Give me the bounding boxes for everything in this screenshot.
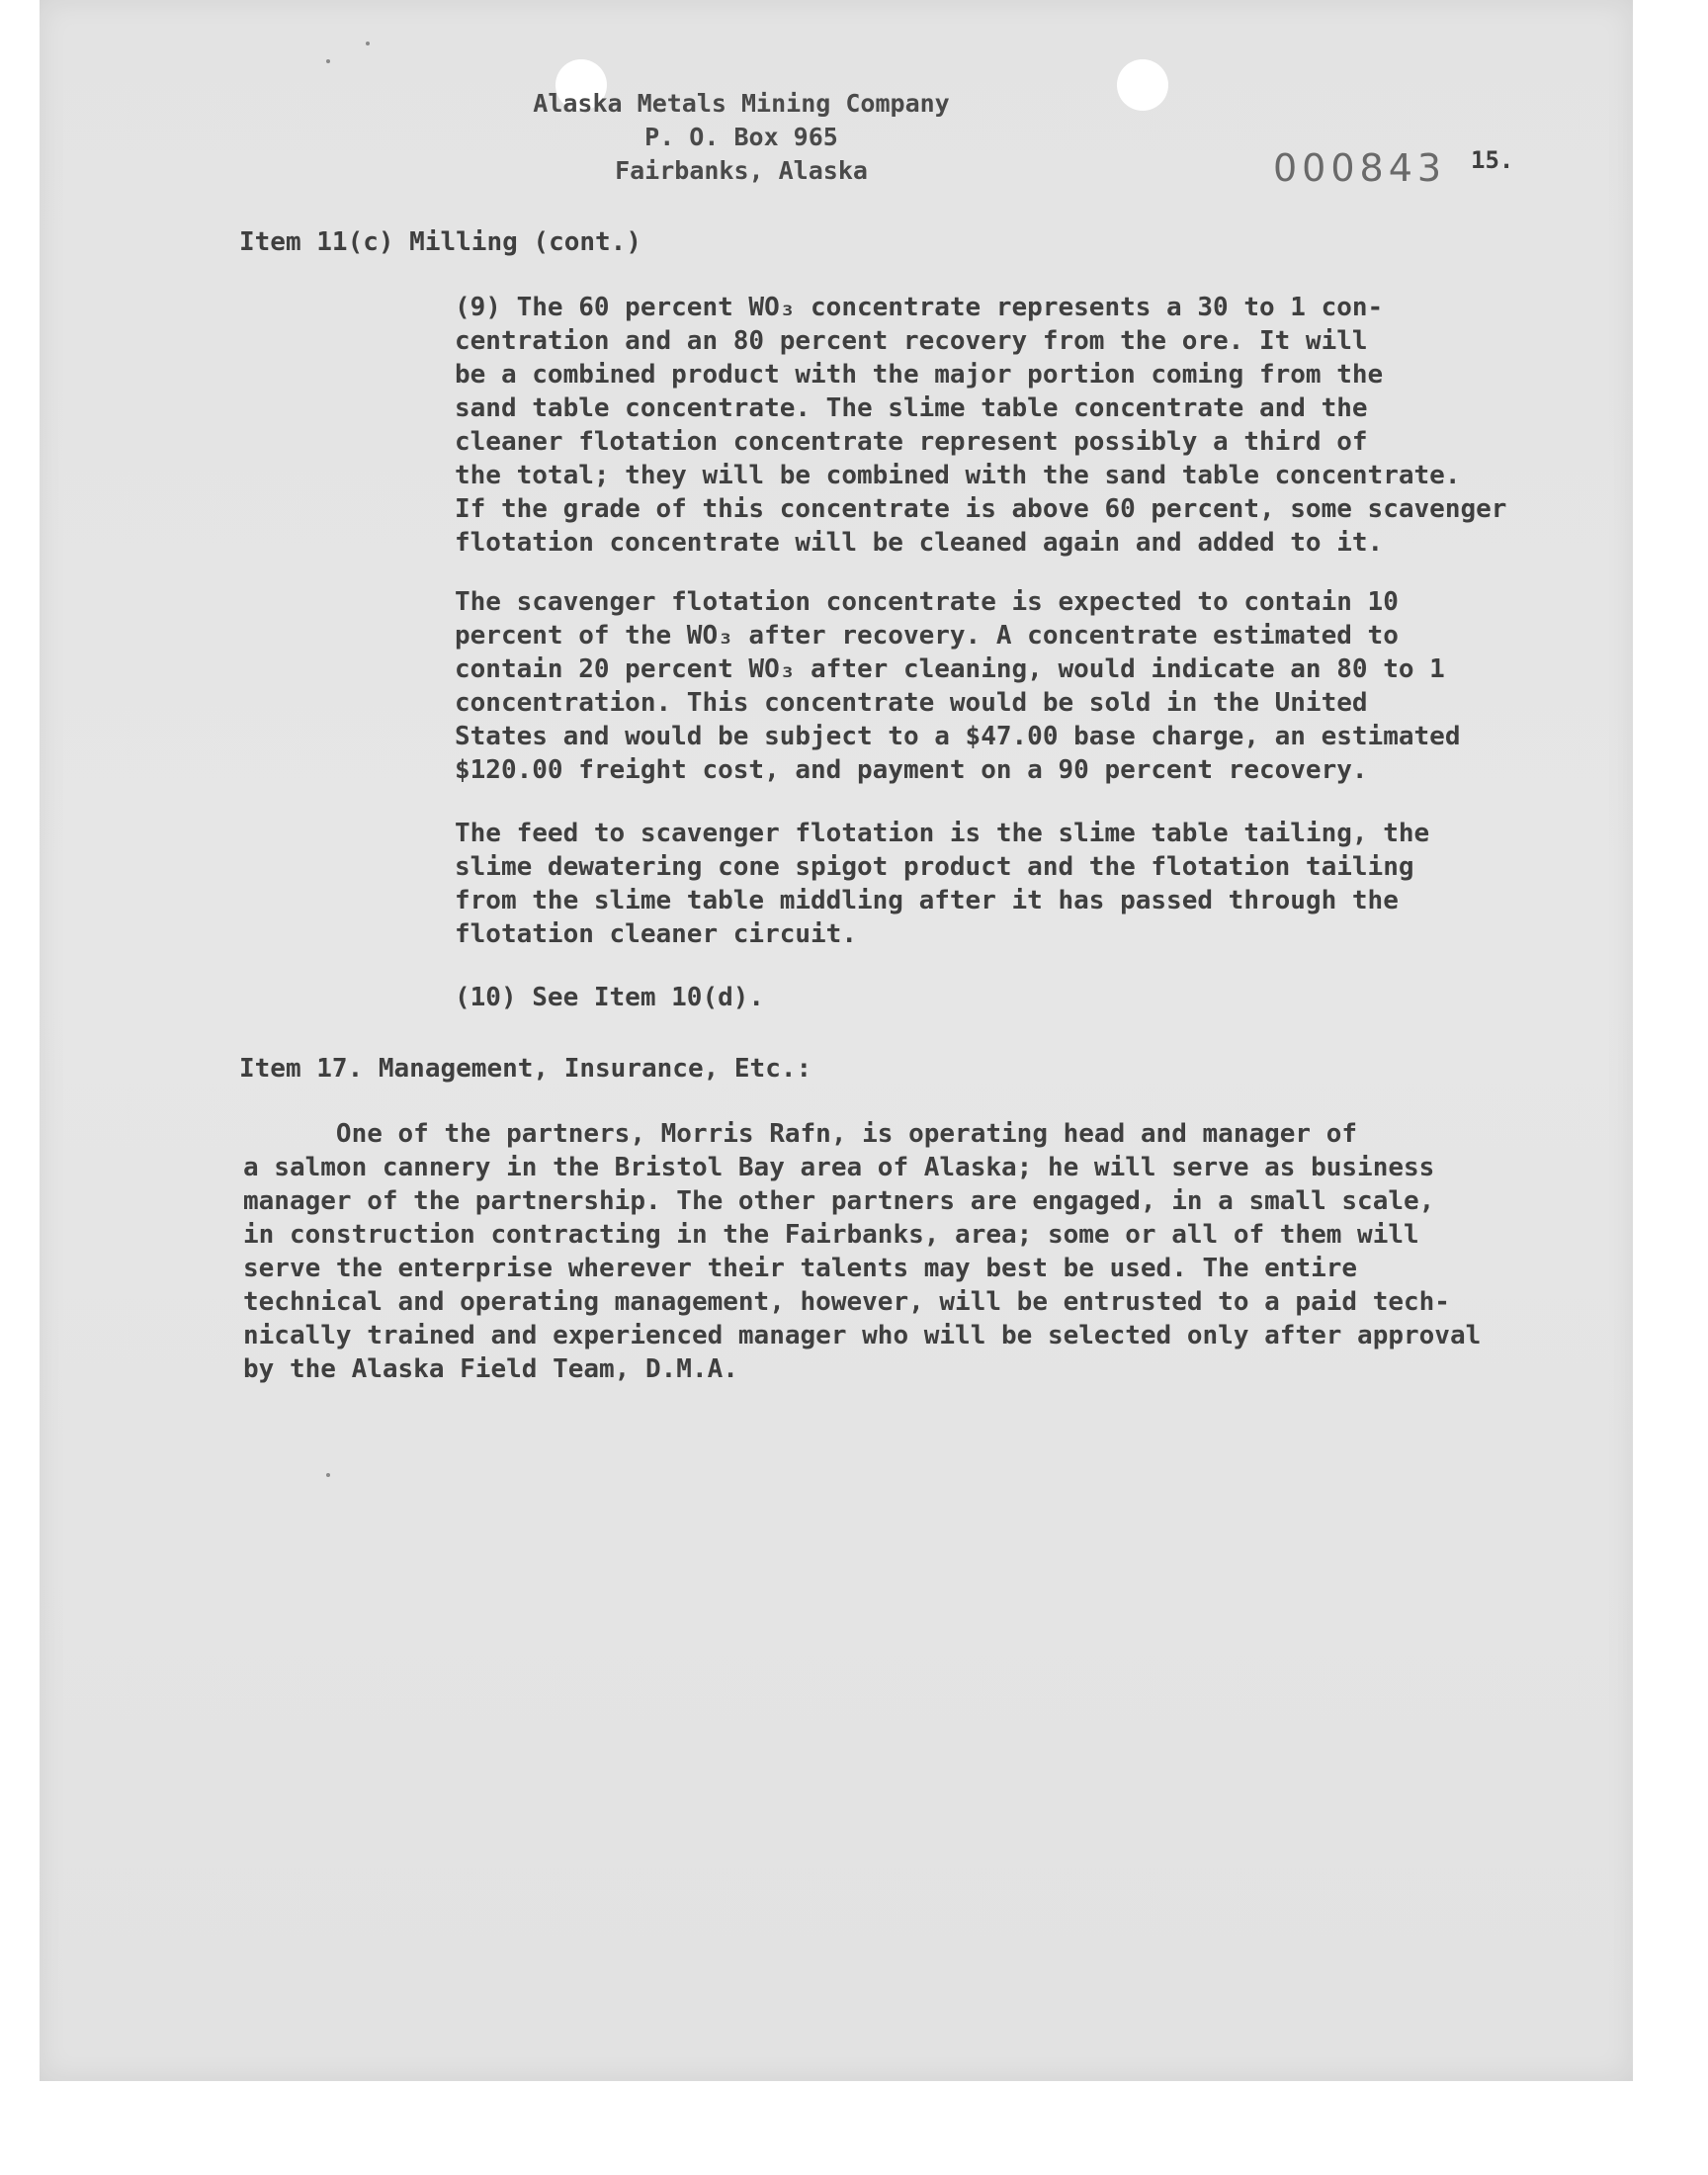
company-name: Alaska Metals Mining Company (533, 89, 950, 118)
text-line: manager of the partnership. The other partners are engaged, in a small scale, (243, 1186, 1435, 1216)
paragraph-scavenger (455, 585, 1460, 787)
text-line: from the slime table middling after it has passed through the (455, 886, 1399, 915)
text-line: nically trained and experienced manager who will be selected only after approval (243, 1321, 1482, 1350)
text-line: contain 20 percent WO₃ after cleaning, would indicate an 80 to 1 (455, 654, 1445, 684)
document-number-stamp: 000843 (1273, 146, 1447, 190)
text-line: a salmon cannery in the Bristol Bay area of Alaska; he will serve as business (243, 1153, 1435, 1182)
text-line: technical and operating management, however, will be entrusted to a paid tech- (243, 1287, 1450, 1317)
text-line: serve the enterprise wherever their talents may best be used. The entire (243, 1254, 1358, 1283)
text-line: flotation cleaner circuit. (455, 919, 857, 949)
text-line: concentration. This concentrate would be sold in the United (455, 688, 1368, 718)
paragraph-9 (455, 291, 1506, 560)
text-line: flotation concentrate will be cleaned again and added to it. (455, 528, 1384, 558)
punch-hole-right (1117, 59, 1168, 111)
text-line: The scavenger flotation concentrate is expected to contain 10 (455, 587, 1399, 617)
company-address: P. O. Box 965 (644, 123, 838, 151)
text-line: percent of the WO₃ after recovery. A concentrate estimated to (455, 621, 1399, 651)
text-line: centration and an 80 percent recovery from the ore. It will (455, 326, 1368, 356)
text-line: slime dewatering cone spigot product and the flotation tailing (455, 852, 1414, 882)
heading-item-11c: Item 11(c) Milling (cont.) (239, 227, 641, 257)
text-line: States and would be subject to a $47.00 base charge, an estimated (455, 722, 1461, 751)
letterhead (494, 87, 988, 188)
paper-speck (326, 1473, 330, 1477)
page-number: 15. (1471, 146, 1514, 174)
text-line: in construction contracting in the Fairbanks, area; some or all of them will (243, 1220, 1419, 1250)
text-line: One of the partners, Morris Rafn, is operating head and manager of (243, 1119, 1358, 1149)
text-line: sand table concentrate. The slime table concentrate and the (455, 393, 1368, 423)
paragraph-management (243, 1117, 1481, 1386)
text-line: by the Alaska Field Team, D.M.A. (243, 1354, 738, 1384)
paper-speck (326, 59, 330, 63)
text-line: If the grade of this concentrate is above 60 percent, some scavenger (455, 494, 1507, 524)
text-line: (9) The 60 percent WO₃ concentrate represents a 30 to 1 con- (455, 293, 1384, 322)
paper-speck (366, 42, 370, 45)
heading-item-17: Item 17. Management, Insurance, Etc.: (239, 1054, 812, 1084)
company-city: Fairbanks, Alaska (615, 156, 868, 185)
text-line: the total; they will be combined with the sand table concentrate. (455, 461, 1461, 490)
text-line: $120.00 freight cost, and payment on a 90 percent recovery. (455, 755, 1368, 785)
text-line: The feed to scavenger flotation is the slime table tailing, the (455, 819, 1430, 848)
text-line: cleaner flotation concentrate represent possibly a third of (455, 427, 1368, 457)
text-line: be a combined product with the major portion coming from the (455, 360, 1384, 390)
paragraph-10: (10) See Item 10(d). (455, 983, 765, 1012)
paragraph-feed (455, 817, 1429, 951)
